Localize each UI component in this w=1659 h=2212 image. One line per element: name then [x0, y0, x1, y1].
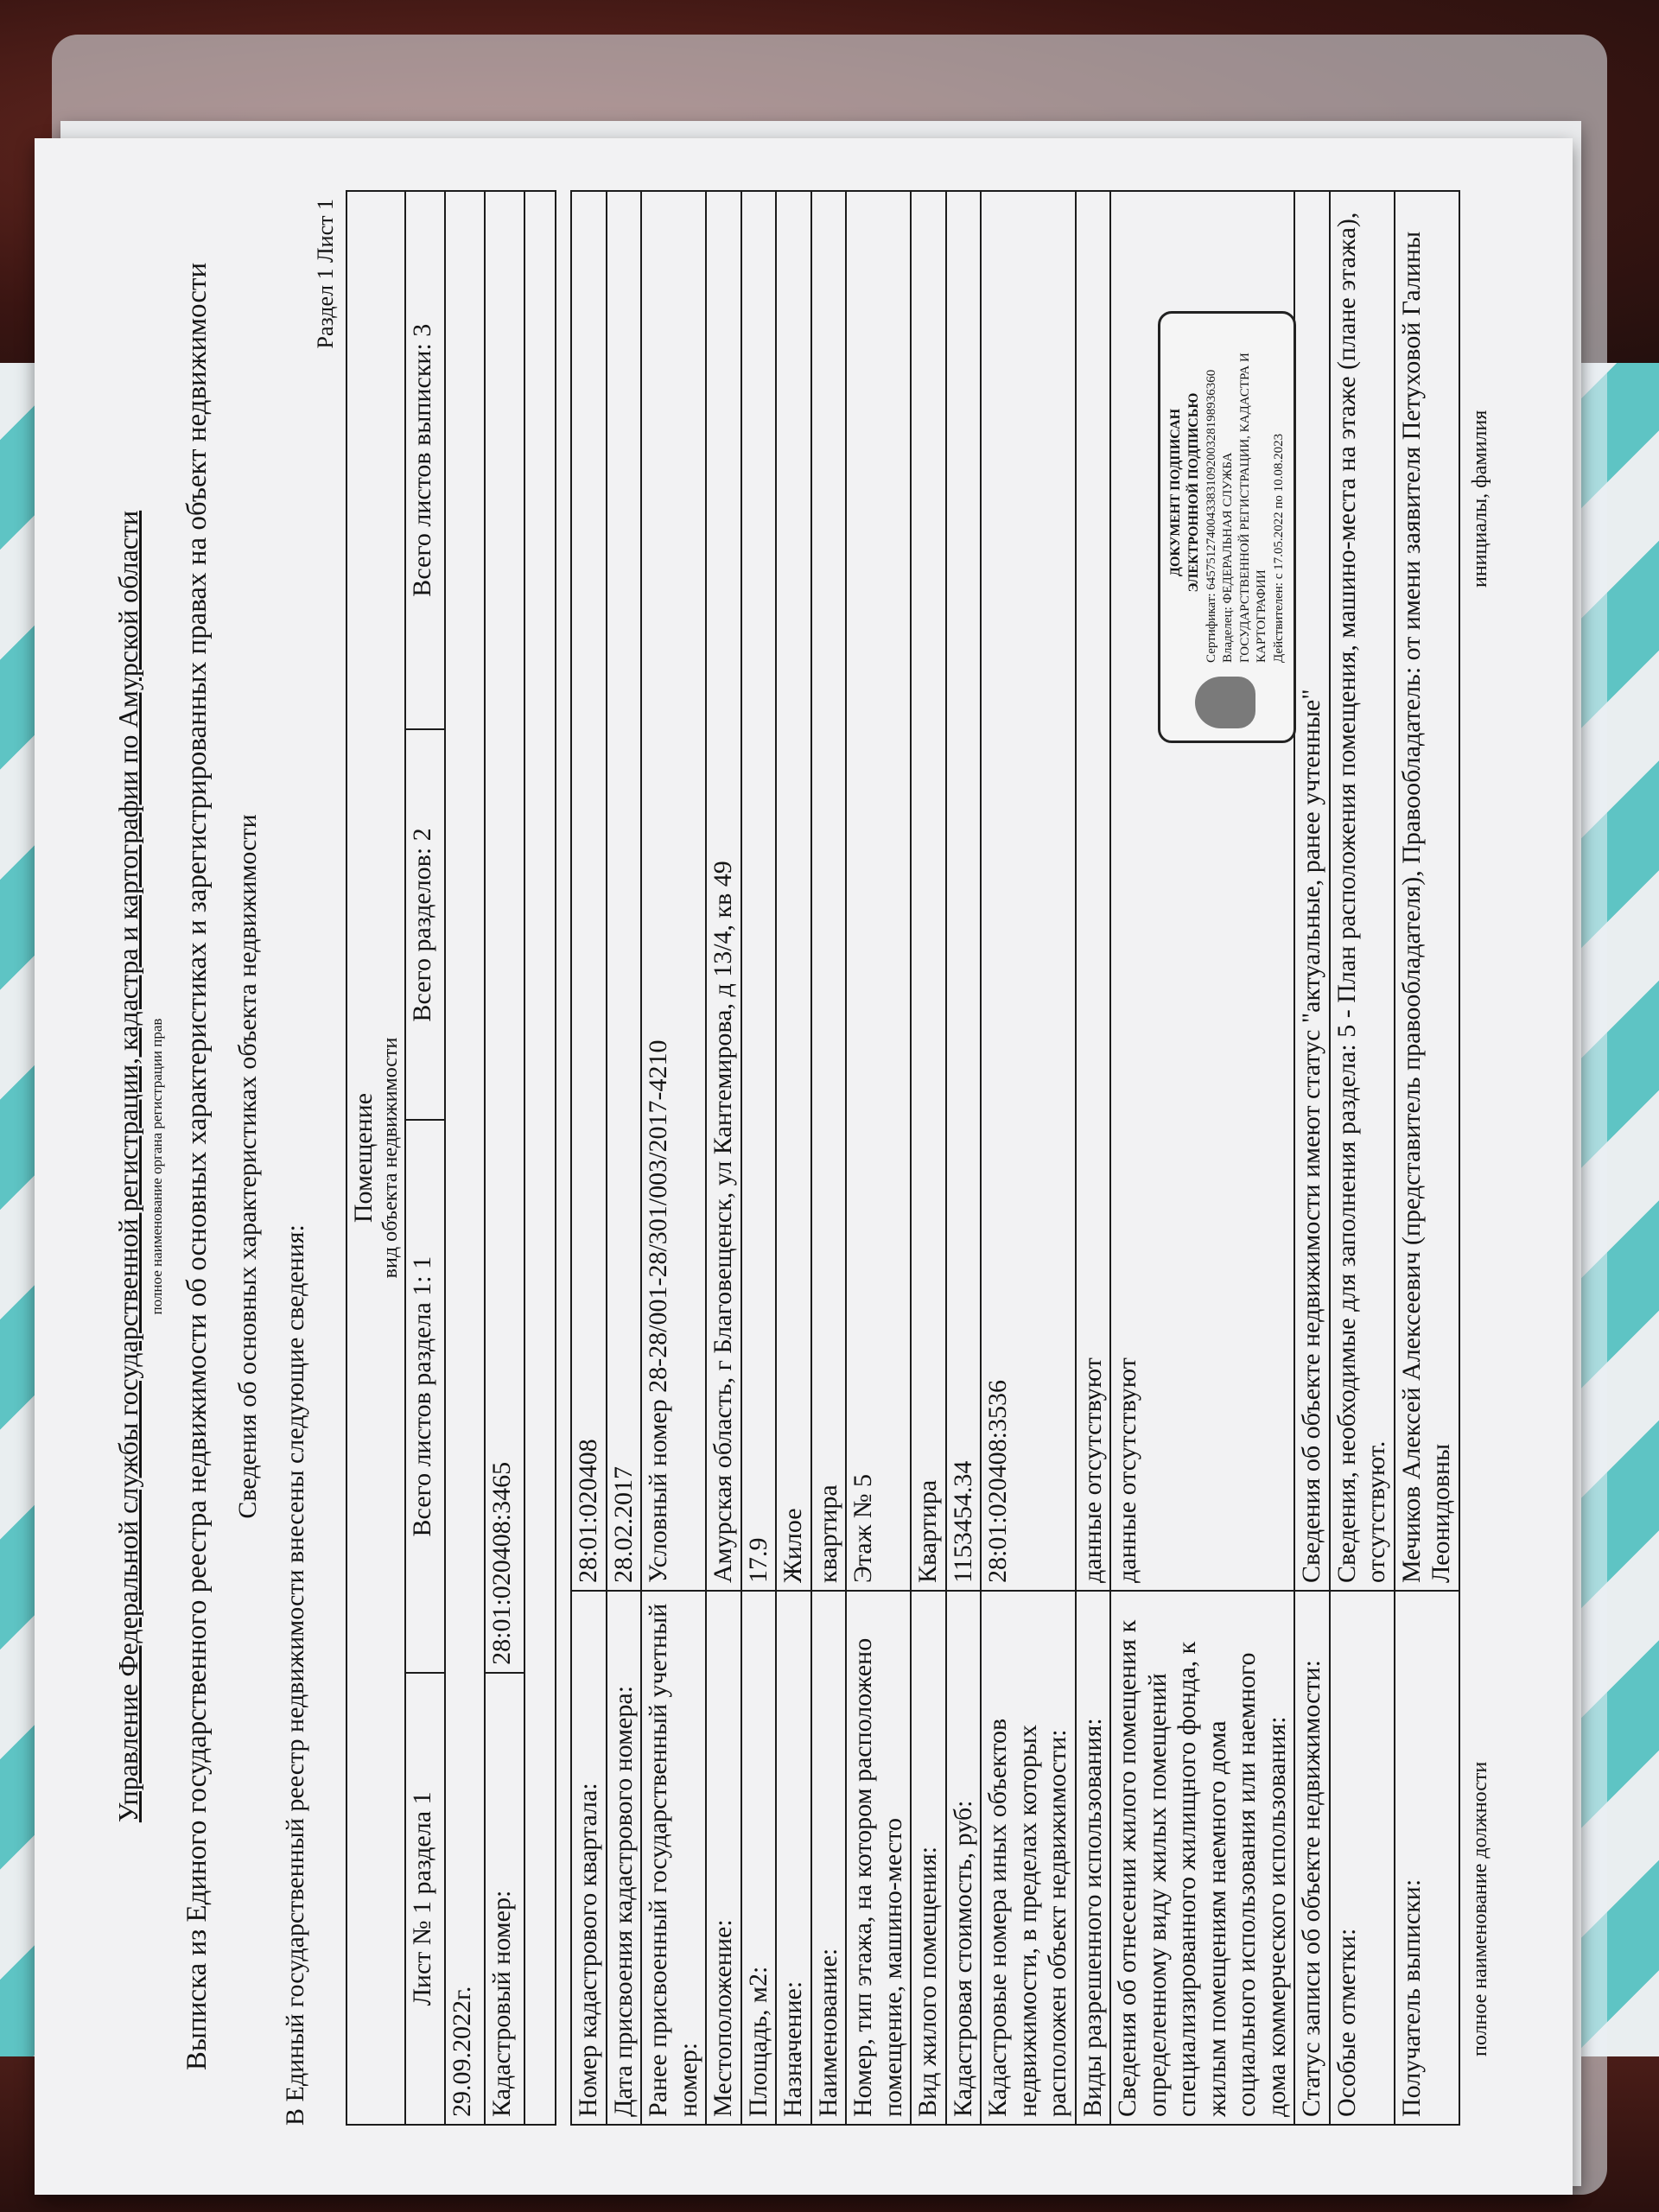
row-label: Кадастровые номера иных объектов недвижимости, в пределах которых расположен объект недвижимости: — [981, 1591, 1076, 2125]
electronic-signature-stamp — [1158, 311, 1296, 743]
row-value: Условный номер 28-28/001-28/301/003/2017-4210 — [641, 191, 706, 1591]
row-label: Кадастровая стоимость, руб: — [946, 1591, 982, 2125]
table-row — [1330, 191, 1395, 2125]
row-label: Наименование: — [811, 1591, 847, 2125]
table-row — [776, 191, 811, 2125]
row-label: Виды разрешенного использования: — [1076, 1591, 1111, 2125]
stamp-certificate: Сертификат: 6457512740043383109200328198936360 — [1204, 369, 1218, 663]
initials-caption: инициалы, фамилия — [1469, 410, 1491, 588]
agency-name: Управление Федеральной службы государственной регистрации, кадастра и картографии по Амурской области — [112, 510, 143, 1823]
extract-date: 29.09.2022г. — [445, 191, 485, 2125]
table-row — [1294, 191, 1330, 2125]
cadastral-number-value: 28:01:020408:3465 — [485, 191, 524, 1673]
row-value: Амурская область, г Благовещенск, ул Кантемирова, д 13/4, кв 49 — [706, 191, 741, 1591]
table-row — [571, 191, 607, 2125]
object-type-caption: вид объекта недвижимости — [378, 1037, 402, 1279]
row-label: Вид жилого помещения: — [911, 1591, 946, 2125]
row-value: 28:01:020408 — [571, 191, 607, 1591]
sheets-in-section: Всего листов раздела 1: 1 — [405, 1120, 445, 1672]
total-sheets: Всего листов выписки: 3 — [405, 191, 445, 729]
object-type-value: Помещение — [349, 1092, 378, 1224]
row-value: Мечиков Алексей Алексеевич (представитель правообладателя), Правообладатель: от имени заявителя Петуховой Галины Леонидовны — [1395, 191, 1459, 1591]
characteristics-table — [570, 190, 1460, 2126]
row-value: данные отсутствуют — [1076, 191, 1111, 1591]
stamp-line2: ЭЛЕКТРОННОЙ ПОДПИСЬЮ — [1185, 392, 1201, 593]
table-row — [1076, 191, 1111, 2125]
row-value: 28.02.2017 — [607, 191, 642, 1591]
section-label: Раздел 1 Лист 1 — [313, 199, 338, 349]
row-value: Сведения, необходимые для заполнения раздела: 5 - План расположения помещения, машино-места на этаже (плане этажа), отсутствуют. — [1330, 191, 1395, 1591]
blank-row — [524, 191, 556, 2125]
table-row — [911, 191, 946, 2125]
coat-of-arms-icon — [1195, 677, 1255, 728]
table-row — [641, 191, 706, 2125]
row-label: Особые отметки: — [1330, 1591, 1395, 2125]
row-label: Местоположение: — [706, 1591, 741, 2125]
row-label: Площадь, м2: — [741, 1591, 777, 2125]
row-value: Этаж № 5 — [846, 191, 911, 1591]
row-label: Сведения об отнесении жилого помещения к определенному виду жилых помещений специализированного жилищного фонда, к жилым помещениям наемного дома социального использования или наемного дома коммерческого использования: — [1110, 1591, 1294, 2125]
row-label: Назначение: — [776, 1591, 811, 2125]
table-row — [811, 191, 847, 2125]
row-label: Статус записи об объекте недвижимости: — [1294, 1591, 1330, 2125]
row-value: Сведения об объекте недвижимости имеют статус "актуальные, ранее учтенные" — [1294, 191, 1330, 1591]
sheet-number: Лист № 1 раздела 1 — [405, 1673, 445, 2125]
row-value: данные отсутствуют — [1110, 191, 1294, 1591]
intro-text: В Единый государственный реестр недвижимости внесены следующие сведения: — [281, 1224, 309, 2126]
total-sections: Всего разделов: 2 — [405, 729, 445, 1120]
table-row — [607, 191, 642, 2125]
stamp-validity: Действителен: с 17.05.2022 по 10.08.2023 — [1271, 433, 1286, 663]
table-row — [741, 191, 777, 2125]
row-value: 17.9 — [741, 191, 777, 1591]
row-label: Номер, тип этажа, на котором расположено помещение, машино-место — [846, 1591, 911, 2125]
cadastral-number-label: Кадастровый номер: — [485, 1673, 524, 2125]
table-row — [1395, 191, 1459, 2125]
row-value: Жилое — [776, 191, 811, 1591]
row-label: Дата присвоения кадастрового номера: — [607, 1591, 642, 2125]
row-value: 28:01:020408:3536 — [981, 191, 1076, 1591]
row-value: Квартира — [911, 191, 946, 1591]
row-label: Ранее присвоенный государственный учетный номер: — [641, 1591, 706, 2125]
table-row — [946, 191, 982, 2125]
document-sheet — [35, 138, 1573, 2195]
row-label: Номер кадастрового квартала: — [571, 1591, 607, 2125]
document-content — [86, 173, 1521, 2160]
table-row — [981, 191, 1076, 2125]
table-row — [706, 191, 741, 2125]
document-title: Выписка из Единого государственного реестра недвижимости об основных характеристиках и зарегистрированных правах на объект недвижимости — [181, 262, 213, 2071]
row-value: 1153454.34 — [946, 191, 982, 1591]
stamp-line1: ДОКУМЕНТ ПОДПИСАН — [1168, 408, 1183, 577]
position-caption: полное наименование должности — [1469, 1761, 1491, 2056]
header-table — [346, 190, 556, 2126]
agency-caption: полное наименование органа регистрации прав — [149, 1018, 165, 1315]
table-row — [846, 191, 911, 2125]
row-value: квартира — [811, 191, 847, 1591]
document-subtitle: Сведения об основных характеристиках объекта недвижимости — [233, 814, 262, 1519]
stamp-owner: Владелец: ФЕДЕРАЛЬНАЯ СЛУЖБА ГОСУДАРСТВЕННОЙ РЕГИСТРАЦИИ, КАДАСТРА И КАРТОГРАФИИ — [1221, 353, 1269, 663]
object-type — [346, 191, 405, 2125]
row-label: Получатель выписки: — [1395, 1591, 1459, 2125]
